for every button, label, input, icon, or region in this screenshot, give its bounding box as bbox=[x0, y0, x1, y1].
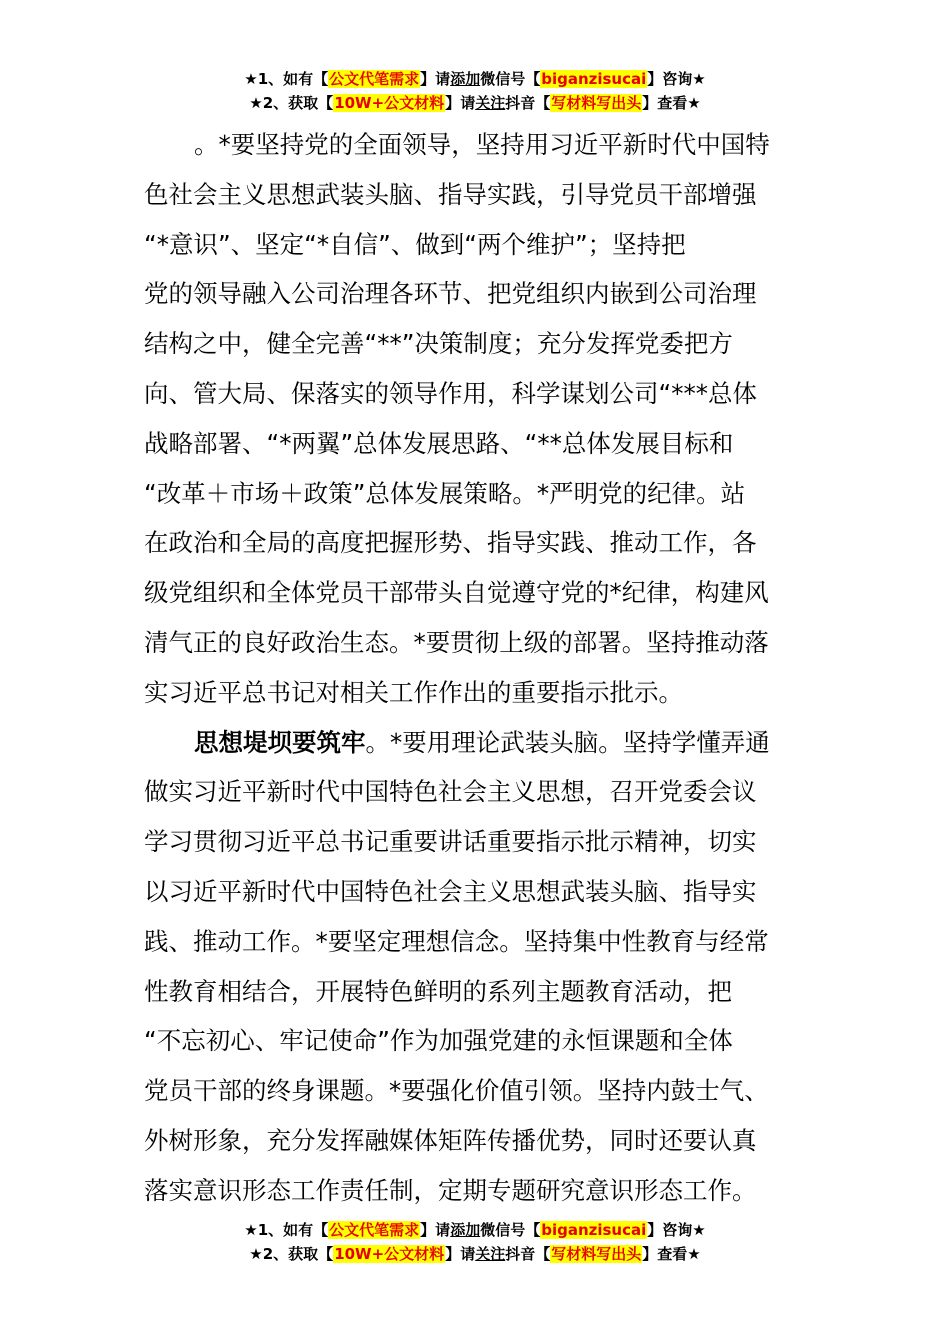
banner-text: 】请 bbox=[420, 70, 451, 88]
paragraph-1 bbox=[144, 120, 808, 718]
banner-text: 】请 bbox=[445, 94, 476, 112]
banner-text: 】查看★ bbox=[642, 94, 701, 112]
banner-text: 微信号【 bbox=[480, 70, 541, 88]
header-banner bbox=[0, 67, 950, 115]
banner-highlight: 公文代笔需求 bbox=[329, 70, 420, 88]
banner-line-2 bbox=[0, 1242, 950, 1266]
text-line: 外树形象，充分发挥融媒体矩阵传播优势，同时还要认真 bbox=[144, 1125, 757, 1155]
text-line: 结构之中，健全完善“**”决策制度；充分发挥党委把方 bbox=[144, 329, 733, 359]
text-line: 做实习近平新时代中国特色社会主义思想，召开党委会议 bbox=[144, 777, 757, 807]
text-line: 战略部署、“*两翼”总体发展思路、“**总体发展目标和 bbox=[144, 428, 734, 458]
paragraph-heading: 思想堤坝要筑牢 bbox=[194, 727, 366, 757]
text-line: 性教育相结合，开展特色鲜明的系列主题教育活动，把 bbox=[144, 976, 732, 1006]
banner-underline: 添加 bbox=[450, 1221, 481, 1239]
banner-underline: 添加 bbox=[450, 70, 481, 88]
paragraph-2 bbox=[144, 718, 808, 1216]
text-line: 党员干部的终身课题。*要强化价值引领。坚持内鼓士气、 bbox=[144, 1076, 769, 1106]
text-line: 。*要坚持党的全面领导，坚持用习近平新时代中国特 bbox=[194, 130, 770, 159]
text-line: 践、推动工作。*要坚定理想信念。坚持集中性教育与经常 bbox=[144, 926, 769, 956]
banner-text: 抖音【 bbox=[505, 94, 551, 112]
text-line: 以习近平新时代中国特色社会主义思想武装头脑、指导实 bbox=[144, 876, 757, 906]
text-line: 在政治和全局的高度把握形势、指导实践、推动工作，各 bbox=[144, 528, 757, 558]
banner-text: ★1、如有【 bbox=[244, 1221, 329, 1239]
text-line: 向、管大局、保落实的领导作用，科学谋划公司“***总体 bbox=[144, 378, 757, 408]
text-line: “*意识”、坚定“*自信”、做到“两个维护”；坚持把 bbox=[144, 229, 686, 259]
text-line: “改革＋市场＋政策”总体发展策略。*严明党的纪律。站 bbox=[144, 478, 746, 508]
document-body bbox=[144, 120, 808, 1216]
banner-text: 】请 bbox=[420, 1221, 451, 1239]
banner-highlight: 公文代笔需求 bbox=[329, 1221, 420, 1239]
banner-line-1 bbox=[0, 1218, 950, 1242]
text-fragment: 。*要用理论武装头脑。坚持学懂弄通 bbox=[365, 727, 770, 757]
banner-text: 】咨询★ bbox=[647, 70, 706, 88]
text-line: 级党组织和全体党员干部带头自觉遵守党的*纪律，构建风 bbox=[144, 578, 769, 608]
banner-text: ★2、获取【 bbox=[249, 1245, 334, 1263]
banner-underline: 关注 bbox=[475, 94, 506, 112]
banner-text: 微信号【 bbox=[480, 1221, 541, 1239]
banner-line-2 bbox=[0, 91, 950, 115]
banner-text: 】查看★ bbox=[642, 1245, 701, 1263]
banner-text: ★2、获取【 bbox=[249, 94, 334, 112]
banner-text: ★1、如有【 bbox=[244, 70, 329, 88]
banner-text: 】请 bbox=[445, 1245, 476, 1263]
text-line bbox=[144, 718, 808, 768]
banner-highlight: biganzisucai bbox=[541, 70, 647, 88]
banner-text: 】咨询★ bbox=[647, 1221, 706, 1239]
banner-line-1 bbox=[0, 67, 950, 91]
banner-highlight: 10W+公文材料 bbox=[334, 1245, 445, 1263]
text-line: “不忘初心、牢记使命”作为加强党建的永恒课题和全体 bbox=[144, 1026, 733, 1056]
text-line: 落实意识形态工作责任制，定期专题研究意识形态工作。 bbox=[144, 1175, 757, 1205]
text-line: 党的领导融入公司治理各环节、把党组织内嵌到公司治理 bbox=[144, 279, 757, 309]
text-line: 清气正的良好政治生态。*要贯彻上级的部署。坚持推动落 bbox=[144, 627, 769, 657]
banner-highlight: 10W+公文材料 bbox=[334, 94, 445, 112]
banner-underline: 关注 bbox=[475, 1245, 506, 1263]
text-line: 色社会主义思想武装头脑、指导实践，引导党员干部增强 bbox=[144, 179, 757, 209]
banner-highlight: 写材料写出头 bbox=[551, 94, 642, 112]
text-line: 实习近平总书记对相关工作作出的重要指示批示。 bbox=[144, 677, 683, 707]
banner-highlight: biganzisucai bbox=[541, 1221, 647, 1239]
banner-text: 抖音【 bbox=[505, 1245, 551, 1263]
footer-banner bbox=[0, 1218, 950, 1266]
text-line: 学习贯彻习近平总书记重要讲话重要指示批示精神，切实 bbox=[144, 827, 757, 857]
banner-highlight: 写材料写出头 bbox=[551, 1245, 642, 1263]
